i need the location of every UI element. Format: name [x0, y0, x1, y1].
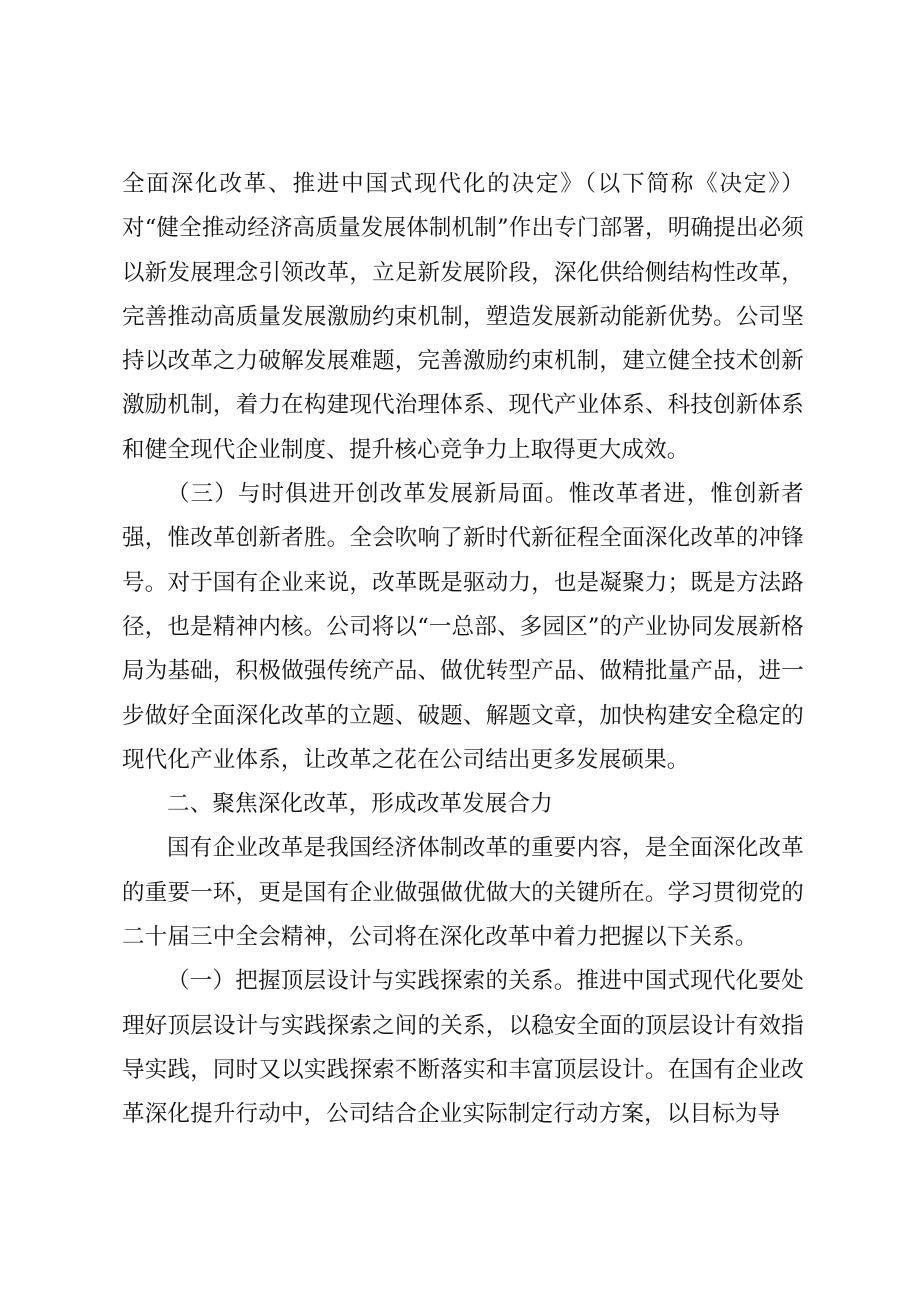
section-heading-two: 二、聚焦深化改革，形成改革发展合力 [167, 791, 553, 818]
paragraph-subsection-one: （一）把握顶层设计与实践探索的关系。推进中国式现代化要处理好顶层设计与实践探索之间的关系，以稳安全面的顶层设计有效指导实践，同时又以实践探索不断落实和丰富顶层设计。在国有企业改革深化提升行动中，公司结合企业实际制定行动方案，以目标为导 [122, 968, 804, 1128]
paragraph-state-enterprise-reform: 国有企业改革是我国经济体制改革的重要内容，是全面深化改革的重要一环，更是国有企业做强做优做大的关键所在。学习贯彻党的二十届三中全会精神，公司将在深化改革中着力把握以下关系。 [122, 835, 804, 951]
document-body [122, 162, 804, 1137]
paragraph-continuation: 全面深化改革、推进中国式现代化的决定》（以下简称《决定》）对“健全推动经济高质量发展体制机制”作出专门部署，明确提出必须以新发展理念引领改革，立足新发展阶段，深化供给侧结构性改革，完善推动高质量发展激励约束机制，塑造发展新动能新优势。公司坚持以改革之力破解发展难题，完善激励约束机制，建立健全技术创新激励机制，着力在构建现代治理体系、现代产业体系、科技创新体系和健全现代企业制度、提升核心竞争力上取得更大成效。 [122, 171, 804, 463]
paragraph-section-three: （三）与时俱进开创改革发展新局面。惟改革者进，惟创新者强，惟改革创新者胜。全会吹响了新时代新征程全面深化改革的冲锋号。对于国有企业来说，改革既是驱动力，也是凝聚力；既是方法路径，也是精神内核。公司将以“一总部、多园区”的产业协同发展新格局为基础，积极做强传统产品、做优转型产品、做精批量产品，进一步做好全面深化改革的立题、破题、解题文章，加快构建安全稳定的现代化产业体系，让改革之花在公司结出更多发展硕果。 [122, 481, 804, 773]
